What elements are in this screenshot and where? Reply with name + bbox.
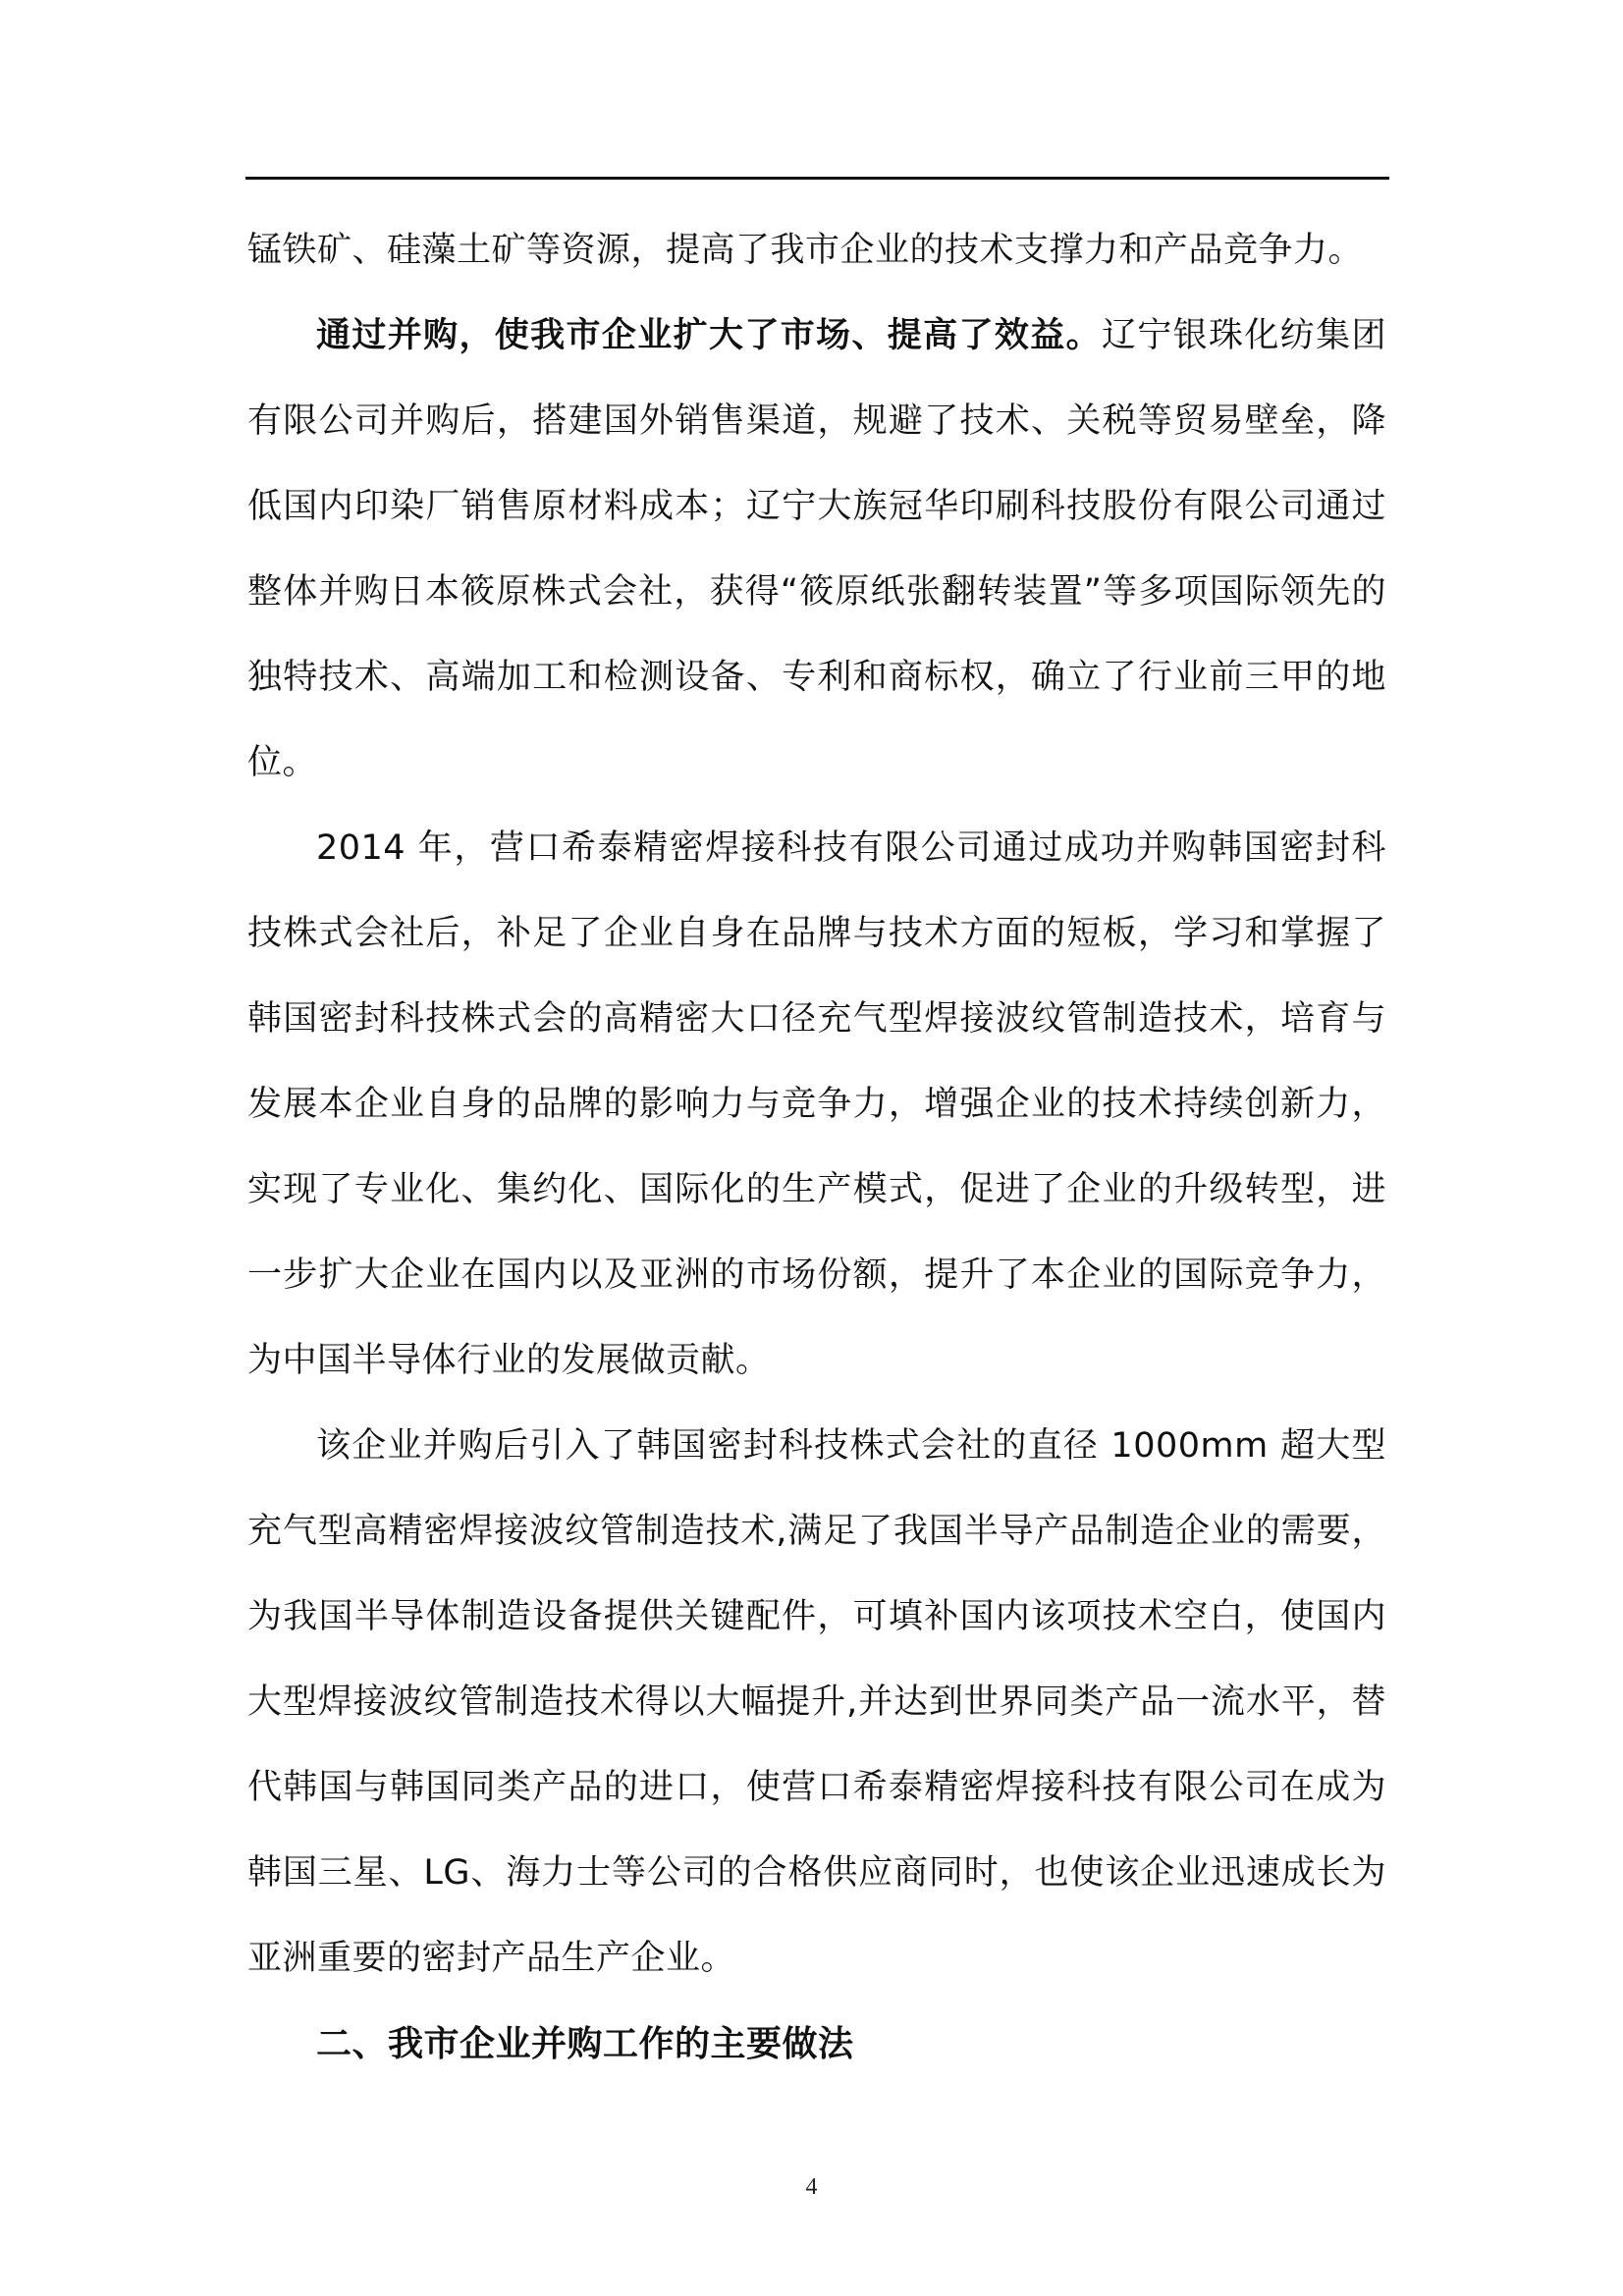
section-heading: 二、我市企业并购工作的主要做法 xyxy=(316,2024,854,2064)
paragraph-continuation xyxy=(247,208,1386,294)
header-rule xyxy=(245,177,1389,180)
paragraph-lead-bold: 通过并购，使我市企业扩大了市场、提高了效益。 xyxy=(316,316,1102,355)
paragraph-text: 辽宁银珠化纺集团有限公司并购后，搭建国外销售渠道，规避了技术、关税等贸易壁垒，降低国内印染厂销售原材料成本；辽宁大族冠华印刷科技股份有限公司通过整体并购日本筱原株式会社，获得“筱原纸张翻转装置”等多项国际领先的独特技术、高端加工和检测设备、专利和商标权，确立了行业前三甲的地位。 xyxy=(247,316,1386,782)
body-text xyxy=(247,208,1386,2087)
paragraph-text: 锰铁矿、硅藻土矿等资源，提高了我市企业的技术支撑力和产品竞争力。 xyxy=(247,231,1364,270)
paragraph-text: 该企业并购后引入了韩国密封科技株式会社的直径 1000mm 超大型充气型高精密焊接波纹管制造技术,满足了我国半导产品制造企业的需要，为我国半导体制造设备提供关键配件，可填补国内该项技术空白，使国内大型焊接波纹管制造技术得以大幅提升,并达到世界同类产品一流水平，替代韩国与韩国同类产品的进口，使营口希泰精密焊接科技有限公司在成为韩国三星、LG、海力士等公司的合格供应商同时，也使该企业迅速成长为亚洲重要的密封产品生产企业。 xyxy=(247,1426,1386,1978)
paragraph-text: 2014 年，营口希泰精密焊接科技有限公司通过成功并购韩国密封科技株式会社后，补足了企业自身在品牌与技术方面的短板，学习和掌握了韩国密封科技株式会的高精密大口径充气型焊接波纹管制造技术，培育与发展本企业自身的品牌的影响力与竞争力，增强企业的技术持续创新力，实现了专业化、集约化、国际化的生产模式，促进了企业的升级转型，进一步扩大企业在国内以及亚洲的市场份额，提升了本企业的国际竞争力，为中国半导体行业的发展做贡献。 xyxy=(247,828,1386,1380)
page-number: 4 xyxy=(805,2174,818,2200)
paragraph-merger-market xyxy=(247,294,1386,806)
paragraph-yingkou-xitai xyxy=(247,806,1386,1404)
paragraph-technology-import xyxy=(247,1404,1386,2002)
